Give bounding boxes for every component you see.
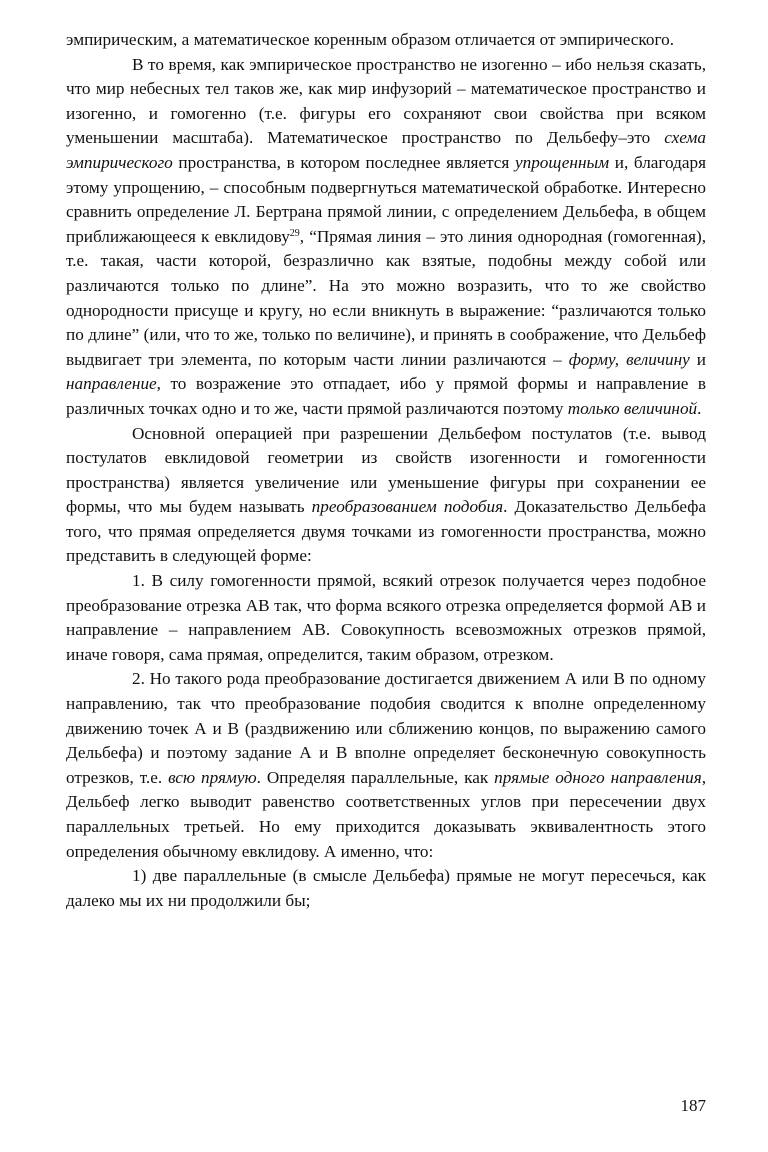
text-run: . Доказательство Дельбефа того, что прямая определяется двумя точками из гомогенности пространства, можно представить в следующей форме: <box>66 497 706 566</box>
emphasis-text: схема эмпирического <box>66 128 706 172</box>
text-run: Основной операцией при разрешении Дельбефом постулатов (т.е. вывод постулатов евклидовой геометрии из свойств изогенности и гомогенности пространства) является увеличение или уменьшение фигуры при сохранении ее формы, что мы будем называть <box>66 423 706 517</box>
emphasis-text: упрощенным <box>514 152 610 172</box>
paragraph <box>66 28 706 53</box>
emphasis-text: форму, величину <box>568 349 690 369</box>
body-text <box>66 28 706 913</box>
emphasis-text: только величиной <box>567 398 698 418</box>
footnote-ref: 29 <box>289 227 300 239</box>
emphasis-text: направление <box>66 374 157 394</box>
text-run: 2. Но такого рода преобразование достигается движением А или В по одному направлению, так что преобразование подобия сводится к вполне определенному движению точек А и В (раздвижению или сближению концов, по выражению самого Дельбефа) и поэтому задание А и В вполне определяет бесконечную совокупность отрезков, т.е. <box>66 669 706 787</box>
text-run: , то возражение это отпадает, ибо у прямой формы и направление в различных точках одно и то же, части прямой различаются поэтому <box>66 374 706 418</box>
paragraph <box>66 569 706 667</box>
paragraph <box>66 864 706 913</box>
text-run: . Определяя параллельные, как <box>256 767 495 787</box>
text-run: 1. В силу гомогенности прямой, всякий отрезок получается через подобное преобразование отрезка АВ так, что форма всякого отрезка определяется формой АВ и направление – направлением АВ. Совокупность всевозможных отрезков прямой, иначе говоря, сама прямая, определится, таким образом, отрезком. <box>66 571 706 664</box>
text-run: , Дельбеф легко выводит равенство соответственных углов при пересечении двух параллельных третьей. Но ему приходится доказывать эквивалентность этого определения обычному евклидову. А именно, что: <box>66 767 706 861</box>
text-run: 1) две параллельные (в смысле Дельбефа) прямые не могут пересечься, как далеко мы их ни продолжили бы; <box>66 866 706 910</box>
paragraph <box>66 422 706 570</box>
emphasis-text: всю прямую <box>168 767 257 787</box>
text-run: , “Прямая линия – это линия однородная (гомогенная), т.е. такая, части которой, безразлично как взятые, подобны между собой или различаются только по длине”. На это можно возразить, что то же свойство однородности присуще и кругу, но если вникнуть в выражение: “различаются только по длине” (или, что то же, только по величине), и принять в соображение, что Дельбеф выдвигает три элемента, по которым части линии различаются – <box>66 226 707 369</box>
paragraph <box>66 53 706 422</box>
paragraph <box>66 667 706 864</box>
page-number: 187 <box>680 1096 706 1115</box>
text-run: пространства, в котором последнее является <box>172 152 515 172</box>
text-run: и, благодаря этому упрощению, – способным подвергнуться математической обработке. Интересно сравнить определение Л. Бертрана прямой линии, с определением Дельбефа, в общем приближающееся к евклидову <box>66 152 706 246</box>
text-run: В то время, как эмпирическое пространство не изогенно – ибо нельзя сказать, что мир небесных тел таков же, как мир инфузорий – математическое пространство и изогенно, и гомогенно (т.е. фигуры его сохраняют свои свойства при всяком уменьшении масштаба). Математическое пространство по Дельбефу–это <box>66 54 706 148</box>
emphasis-text: прямые одного направления <box>494 767 702 787</box>
text-run: эмпирическим, а математическое коренным образом отличается от эмпирического. <box>66 30 674 49</box>
text-run: . <box>697 398 702 418</box>
emphasis-text: преобразованием подобия <box>311 497 504 517</box>
text-run: и <box>689 349 706 369</box>
